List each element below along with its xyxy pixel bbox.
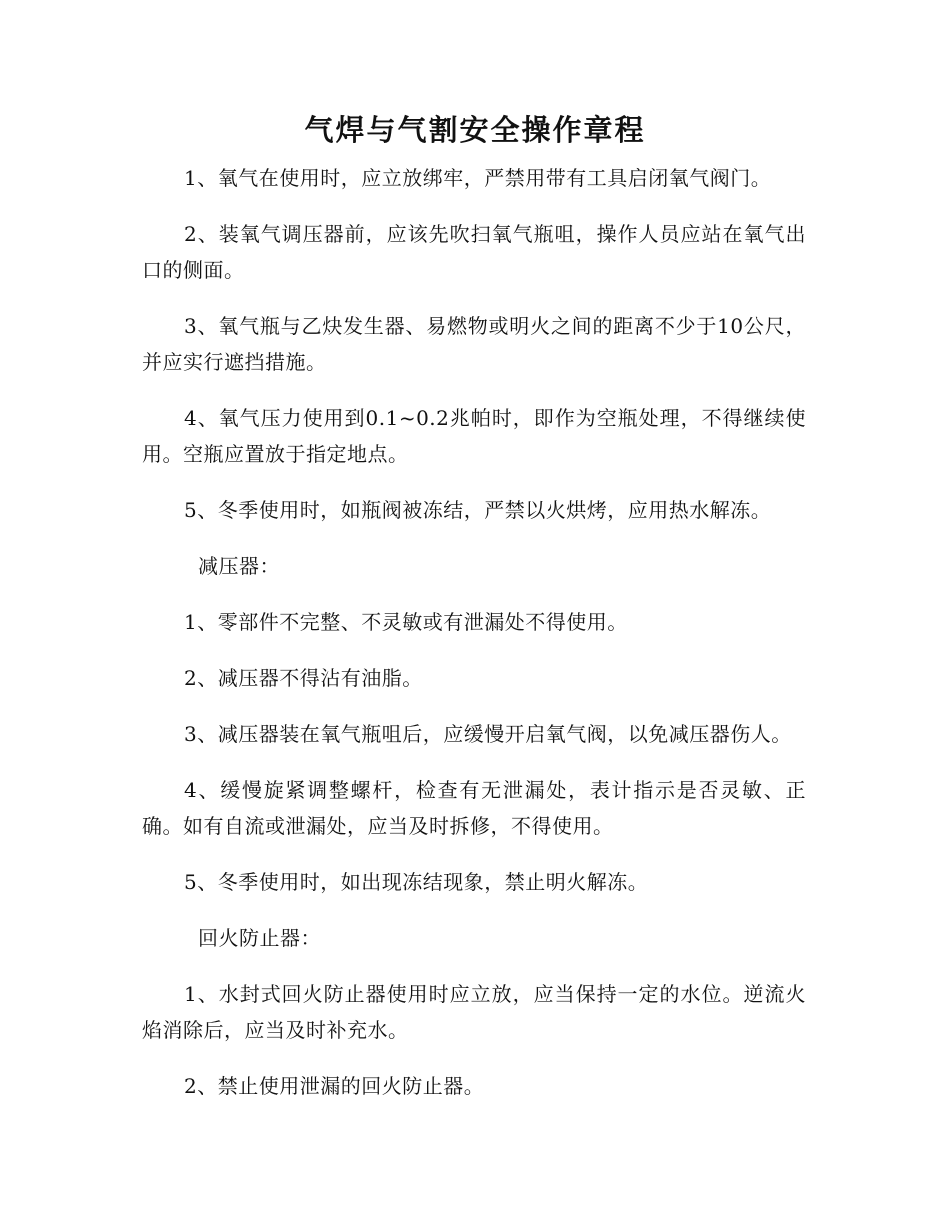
paragraph-2: 2、装氧气调压器前，应该先吹扫氧气瓶咀，操作人员应站在氧气出口的侧面。 <box>142 222 806 282</box>
paragraph-3: 3、氧气瓶与乙炔发生器、易燃物或明火之间的距离不少于10公尺，并应实行遮挡措施。 <box>142 314 806 374</box>
paragraph-11: 1、水封式回火防止器使用时应立放，应当保持一定的水位。逆流火焰消除后，应当及时补充水。 <box>142 982 806 1042</box>
paragraph-7: 2、减压器不得沾有油脂。 <box>184 666 423 690</box>
section-heading-flashback: 回火防止器： <box>198 926 321 950</box>
paragraph-12: 2、禁止使用泄漏的回火防止器。 <box>184 1074 485 1098</box>
paragraph-4: 4、氧气压力使用到0.1~0.2兆帕时，即作为空瓶处理，不得继续使用。空瓶应置放于指定地点。 <box>142 406 806 466</box>
paragraph-8: 3、减压器装在氧气瓶咀后，应缓慢开启氧气阀，以免减压器伤人。 <box>184 722 792 746</box>
paragraph-5: 5、冬季使用时，如瓶阀被冻结，严禁以火烘烤，应用热水解冻。 <box>184 498 772 522</box>
document-body <box>142 160 806 1124</box>
paragraph-1: 1、氧气在使用时，应立放绑牢，严禁用带有工具启闭氧气阀门。 <box>184 166 772 190</box>
paragraph-6: 1、零部件不完整、不灵敏或有泄漏处不得使用。 <box>184 610 628 634</box>
document-title: 气焊与气割安全操作章程 <box>304 113 646 147</box>
section-heading-reducer: 减压器： <box>198 554 280 578</box>
paragraph-9: 4、缓慢旋紧调整螺杆，检查有无泄漏处，表计指示是否灵敏、正确。如有自流或泄漏处，应当及时拆修，不得使用。 <box>142 778 806 838</box>
paragraph-10: 5、冬季使用时，如出现冻结现象，禁止明火解冻。 <box>184 870 649 894</box>
